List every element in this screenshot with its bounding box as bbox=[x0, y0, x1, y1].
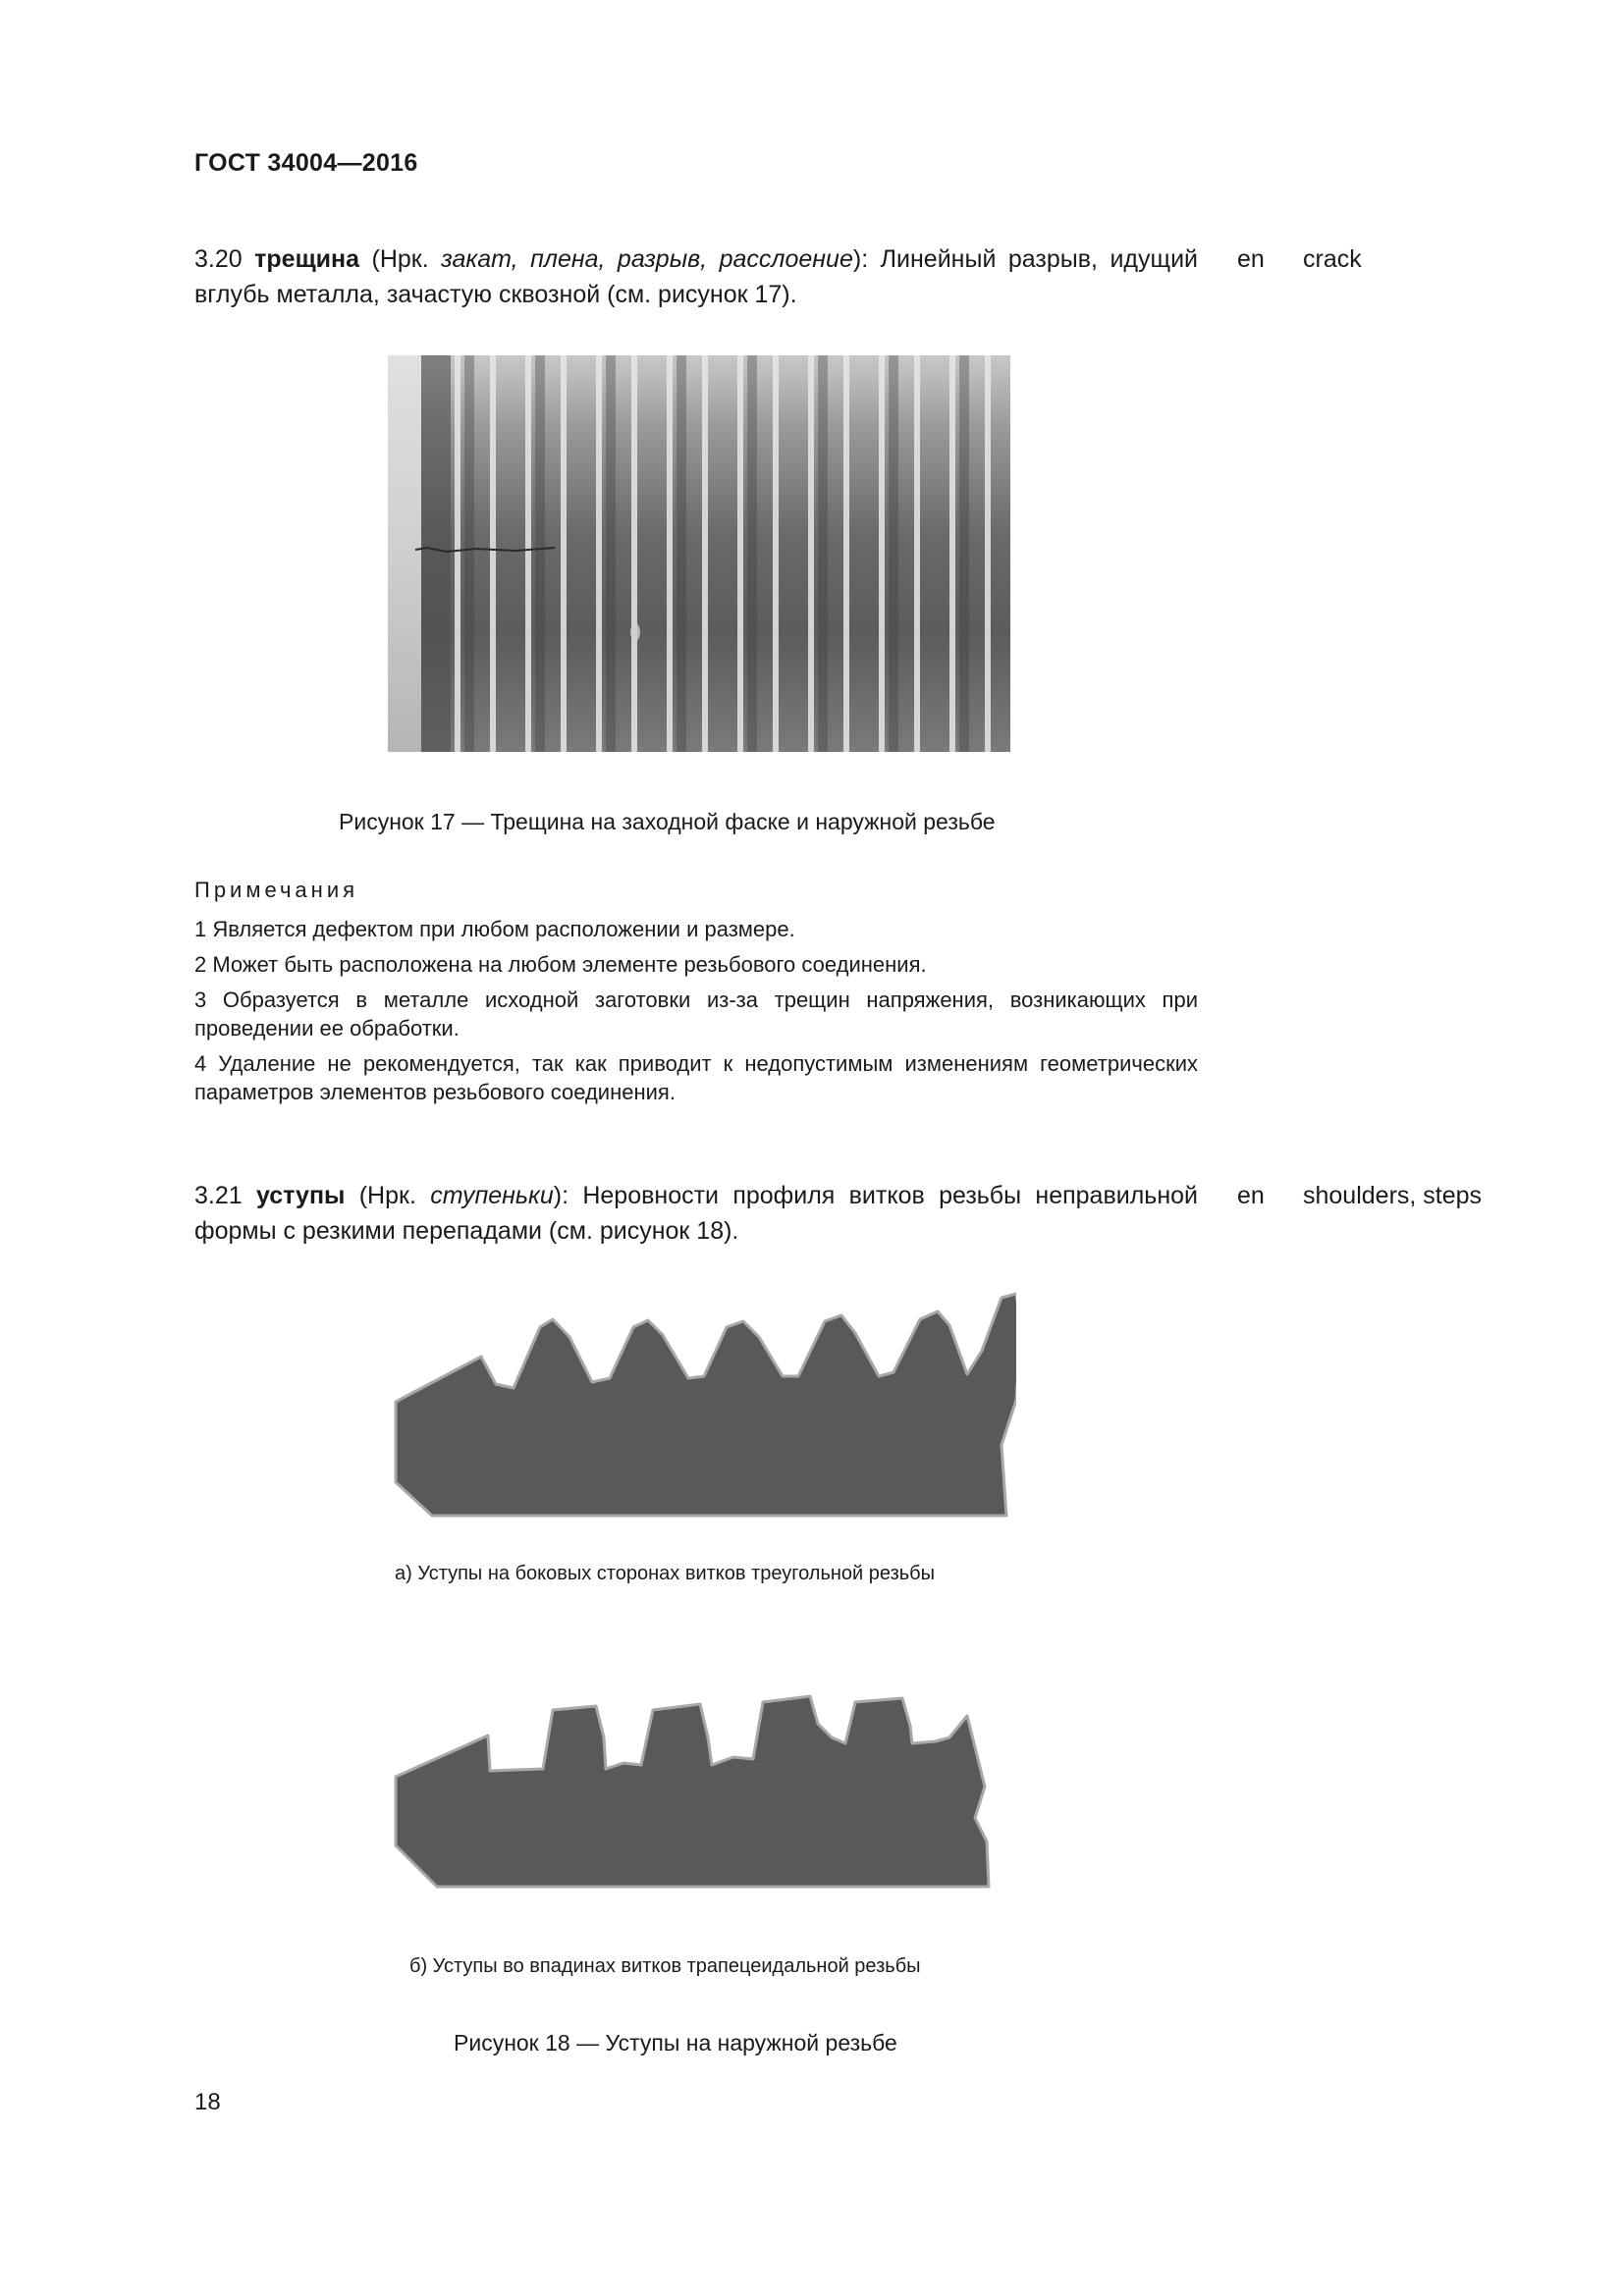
term-number: 3.20 bbox=[194, 245, 243, 273]
document-header: ГОСТ 34004—2016 bbox=[194, 149, 418, 177]
note-item: 3 Образуется в металле исходной заготовки из-за трещин напряжения, возникающих при проведении ее обработки. bbox=[194, 988, 1198, 1041]
term-synonyms: закат, плена, разрыв, расслоение bbox=[441, 245, 853, 273]
language-code: en bbox=[1237, 1182, 1265, 1209]
english-term: shoulders, steps bbox=[1303, 1182, 1483, 1209]
notes-block bbox=[194, 876, 1198, 1113]
term-3-20-definition: 3.20 трещина (Нрк. закат, плена, разрыв, расслоение): Линейный разрыв, идущий вглубь металла, зачастую сквозной (см. рисунок 17). bbox=[194, 245, 1198, 308]
note-item: 4 Удаление не рекомендуется, так как приводит к недопустимым изменениям геометрических параметров элементов резьбового соединения. bbox=[194, 1051, 1198, 1104]
note-item: 2 Может быть расположена на любом элементе резьбового соединения. bbox=[194, 952, 927, 977]
term-name: трещина bbox=[254, 245, 360, 273]
term-synonyms: ступеньки bbox=[430, 1182, 554, 1209]
triangular-thread-profile-diagram bbox=[388, 1286, 1016, 1518]
term-definition-text: ): Неровности профиля витков резьбы неправильной формы с резкими перепадами (см. рисунок 18). bbox=[194, 1182, 1198, 1245]
figure-17-caption: Рисунок 17 — Трещина на заходной фаске и наружной резьбе bbox=[339, 809, 996, 834]
language-code: en bbox=[1237, 245, 1265, 273]
crack-thread-photo bbox=[388, 355, 1010, 752]
figure-18a-caption: а) Уступы на боковых сторонах витков треугольной резьбы bbox=[395, 1563, 936, 1584]
notes-title: Примечания bbox=[194, 878, 359, 902]
term-3-21-definition: 3.21 уступы (Нрк. ступеньки): Неровности профиля витков резьбы неправильной формы с резкими перепадами (см. рисунок 18). bbox=[194, 1182, 1198, 1245]
term-name: уступы bbox=[256, 1182, 346, 1209]
term-number: 3.21 bbox=[194, 1182, 243, 1209]
figure-18-caption: Рисунок 18 — Уступы на наружной резьбе bbox=[454, 2030, 897, 2056]
english-term: crack bbox=[1303, 245, 1362, 273]
page-number: 18 bbox=[194, 2089, 221, 2115]
note-item: 1 Является дефектом при любом расположении и размере. bbox=[194, 917, 795, 941]
trapezoidal-thread-profile-diagram bbox=[388, 1669, 1016, 1904]
term-definition-text: ): Линейный разрыв, идущий вглубь металла, зачастую сквозной (см. рисунок 17). bbox=[194, 245, 1198, 308]
figure-18b-caption: б) Уступы во впадинах витков трапецеидальной резьбы bbox=[409, 1955, 921, 1977]
